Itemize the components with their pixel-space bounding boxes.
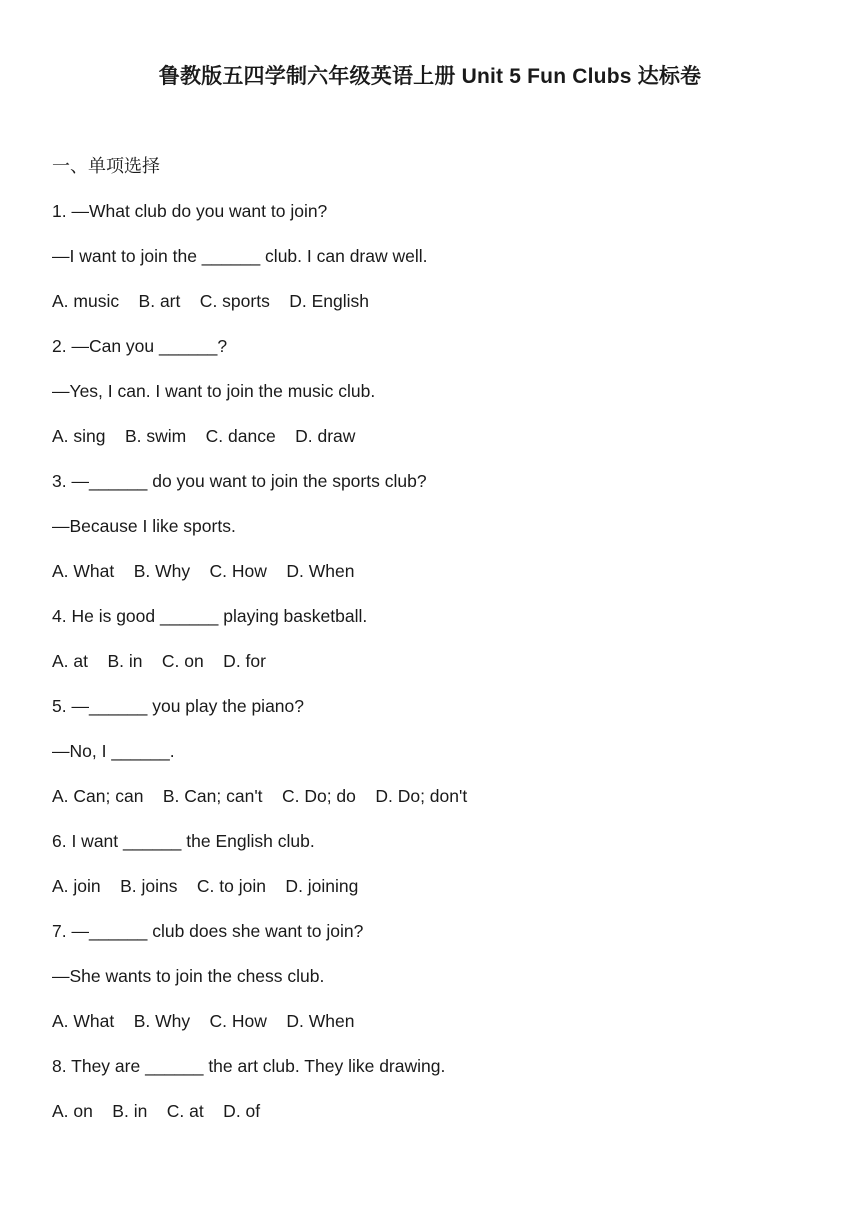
- document-title: 鲁教版五四学制六年级英语上册 Unit 5 Fun Clubs 达标卷: [158, 65, 702, 88]
- question-1-reply: —I want to join the ______ club. I can draw well.: [52, 246, 428, 266]
- section-heading: 一、单项选择: [52, 156, 160, 177]
- question-6-stem: 6. I want ______ the English club.: [52, 831, 315, 851]
- question-1-stem: 1. —What club do you want to join?: [52, 201, 328, 221]
- question-2-reply: —Yes, I can. I want to join the music club.: [52, 381, 376, 401]
- question-4-stem: 4. He is good ______ playing basketball.: [52, 606, 368, 626]
- question-3-stem: 3. —______ do you want to join the sports club?: [52, 471, 427, 491]
- question-2-stem: 2. —Can you ______?: [52, 336, 228, 356]
- question-7-options: A. What B. Why C. How D. When: [52, 1011, 355, 1031]
- question-6-options: A. join B. joins C. to join D. joining: [52, 876, 359, 896]
- question-5-reply: —No, I ______.: [52, 741, 175, 761]
- question-2-options: A. sing B. swim C. dance D. draw: [52, 426, 356, 446]
- question-1-options: A. music B. art C. sports D. English: [52, 291, 370, 311]
- question-5-stem: 5. —______ you play the piano?: [52, 696, 304, 716]
- question-4-options: A. at B. in C. on D. for: [52, 651, 266, 671]
- question-3-options: A. What B. Why C. How D. When: [52, 561, 355, 581]
- question-8-options: A. on B. in C. at D. of: [52, 1101, 261, 1121]
- question-3-reply: —Because I like sports.: [52, 516, 236, 536]
- question-5-options: A. Can; can B. Can; can't C. Do; do D. Do; don't: [52, 786, 468, 806]
- question-8-stem: 8. They are ______ the art club. They like drawing.: [52, 1056, 446, 1076]
- question-7-stem: 7. —______ club does she want to join?: [52, 921, 364, 941]
- question-7-reply: —She wants to join the chess club.: [52, 966, 325, 986]
